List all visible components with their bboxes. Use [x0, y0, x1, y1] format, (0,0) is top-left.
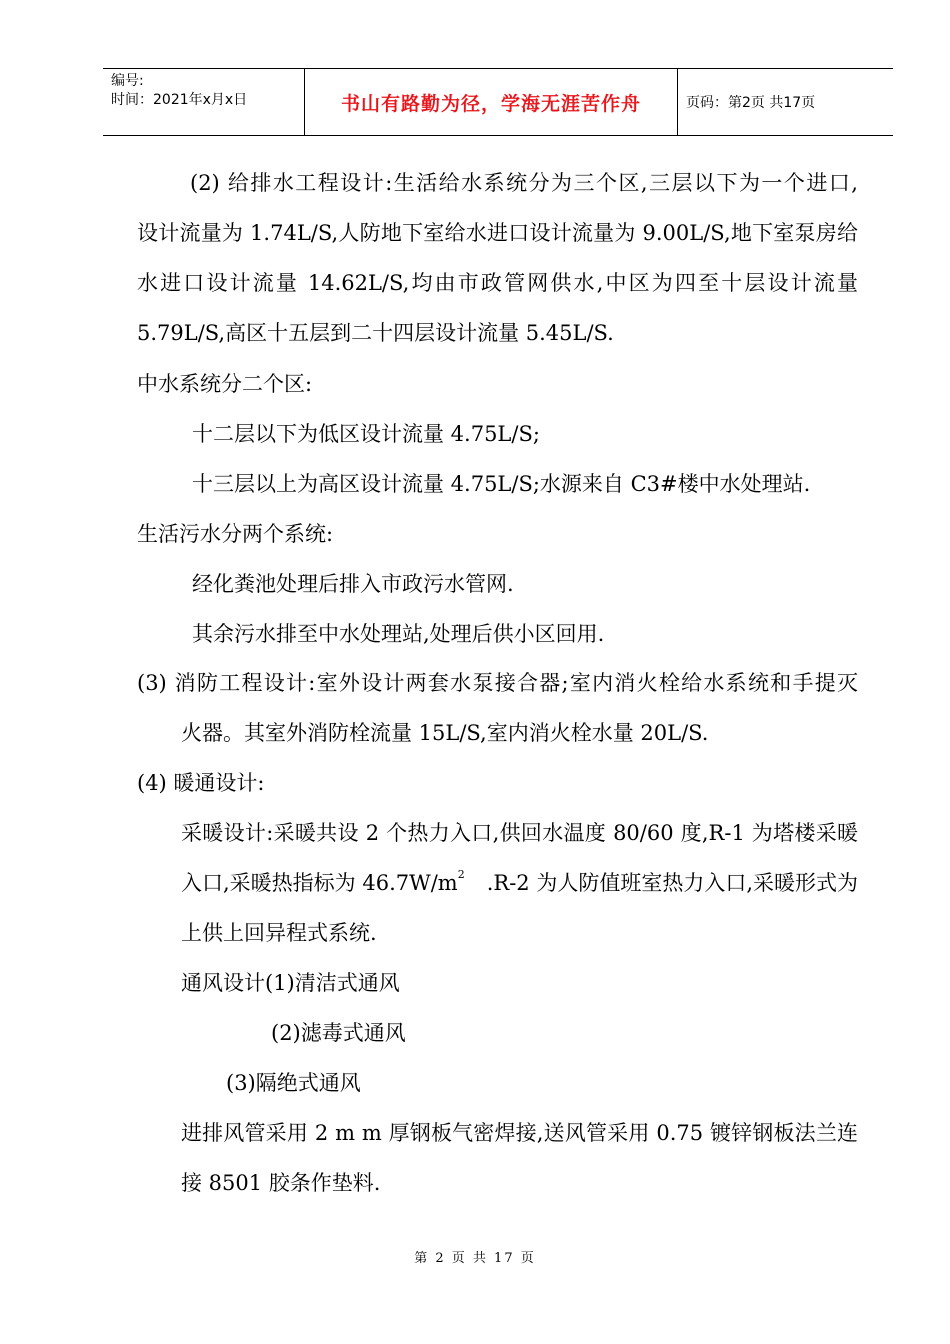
header-meta	[103, 69, 304, 135]
paragraph-line: 接 8501 胶条作垫料.	[181, 1171, 381, 1195]
paragraph-line: 采暖设计:采暖共设 2 个热力入口,供回水温度 80/60 度,R-1 为塔楼采暖	[181, 821, 858, 845]
line-part: .R-2 为人防值班室热力入口,采暖形式为	[486, 871, 858, 895]
paragraph-line: 十二层以下为低区设计流量 4.75L/S;	[192, 422, 540, 446]
header-page-info: 页码：第2页 共17页	[686, 95, 816, 111]
paragraph-line: 其余污水排至中水处理站,处理后供小区回用.	[192, 622, 605, 646]
paragraph-line: 进排风管采用 2 m m 厚钢板气密焊接,送风管采用 0.75 镀锌钢板法兰连	[181, 1121, 858, 1145]
paragraph-line: (2) 给排水工程设计:生活给水系统分为三个区,三层以下为一个进口,	[190, 171, 858, 195]
paragraph-line: 火器。其室外消防栓流量 15L/S,室内消火栓水量 20L/S.	[181, 721, 709, 745]
line-part: 入口,采暖热指标为 $46.7W/m^2$	[181, 868, 465, 895]
paragraph-line: 5.79L/S,高区十五层到二十四层设计流量 5.45L/S.	[137, 321, 614, 345]
paragraph-line: (2)滤毒式通风	[271, 1021, 406, 1045]
paragraph-line: 十三层以上为高区设计流量 4.75L/S;水源来自 C3#楼中水处理站.	[192, 472, 811, 496]
paragraph-line: 经化粪池处理后排入市政污水管网.	[192, 572, 514, 596]
paragraph-line: 通风设计(1)清洁式通风	[181, 971, 400, 995]
paragraph-line: 中水系统分二个区:	[137, 372, 313, 396]
superscript-two: 2	[457, 868, 465, 881]
page-footer: 第 2 页 共 17 页	[414, 1251, 536, 1266]
paragraph-line: (4) 暖通设计:	[137, 771, 265, 795]
paragraph-line: 水进口设计流量 14.62L/S,均由市政管网供水,中区为四至十层设计流量	[137, 271, 858, 295]
number-label: 编号:	[111, 73, 144, 89]
time-label: 时间：2021年x月x日	[111, 92, 248, 108]
paragraph-line: (3) 消防工程设计:室外设计两套水泵接合器;室内消火栓给水系统和手提灭	[137, 671, 858, 695]
header-motto: 书山有路勤为径，学海无涯苦作舟	[304, 69, 678, 135]
paragraph-line-with-superscript	[181, 868, 858, 898]
paragraph-line: 上供上回异程式系统.	[181, 921, 377, 945]
paragraph-line: 设计流量为 1.74L/S,人防地下室给水进口设计流量为 9.00L/S,地下室泵房给	[137, 221, 858, 245]
page-header	[103, 68, 893, 136]
paragraph-line: 生活污水分两个系统:	[137, 522, 334, 546]
paragraph-line: (3)隔绝式通风	[226, 1071, 361, 1095]
